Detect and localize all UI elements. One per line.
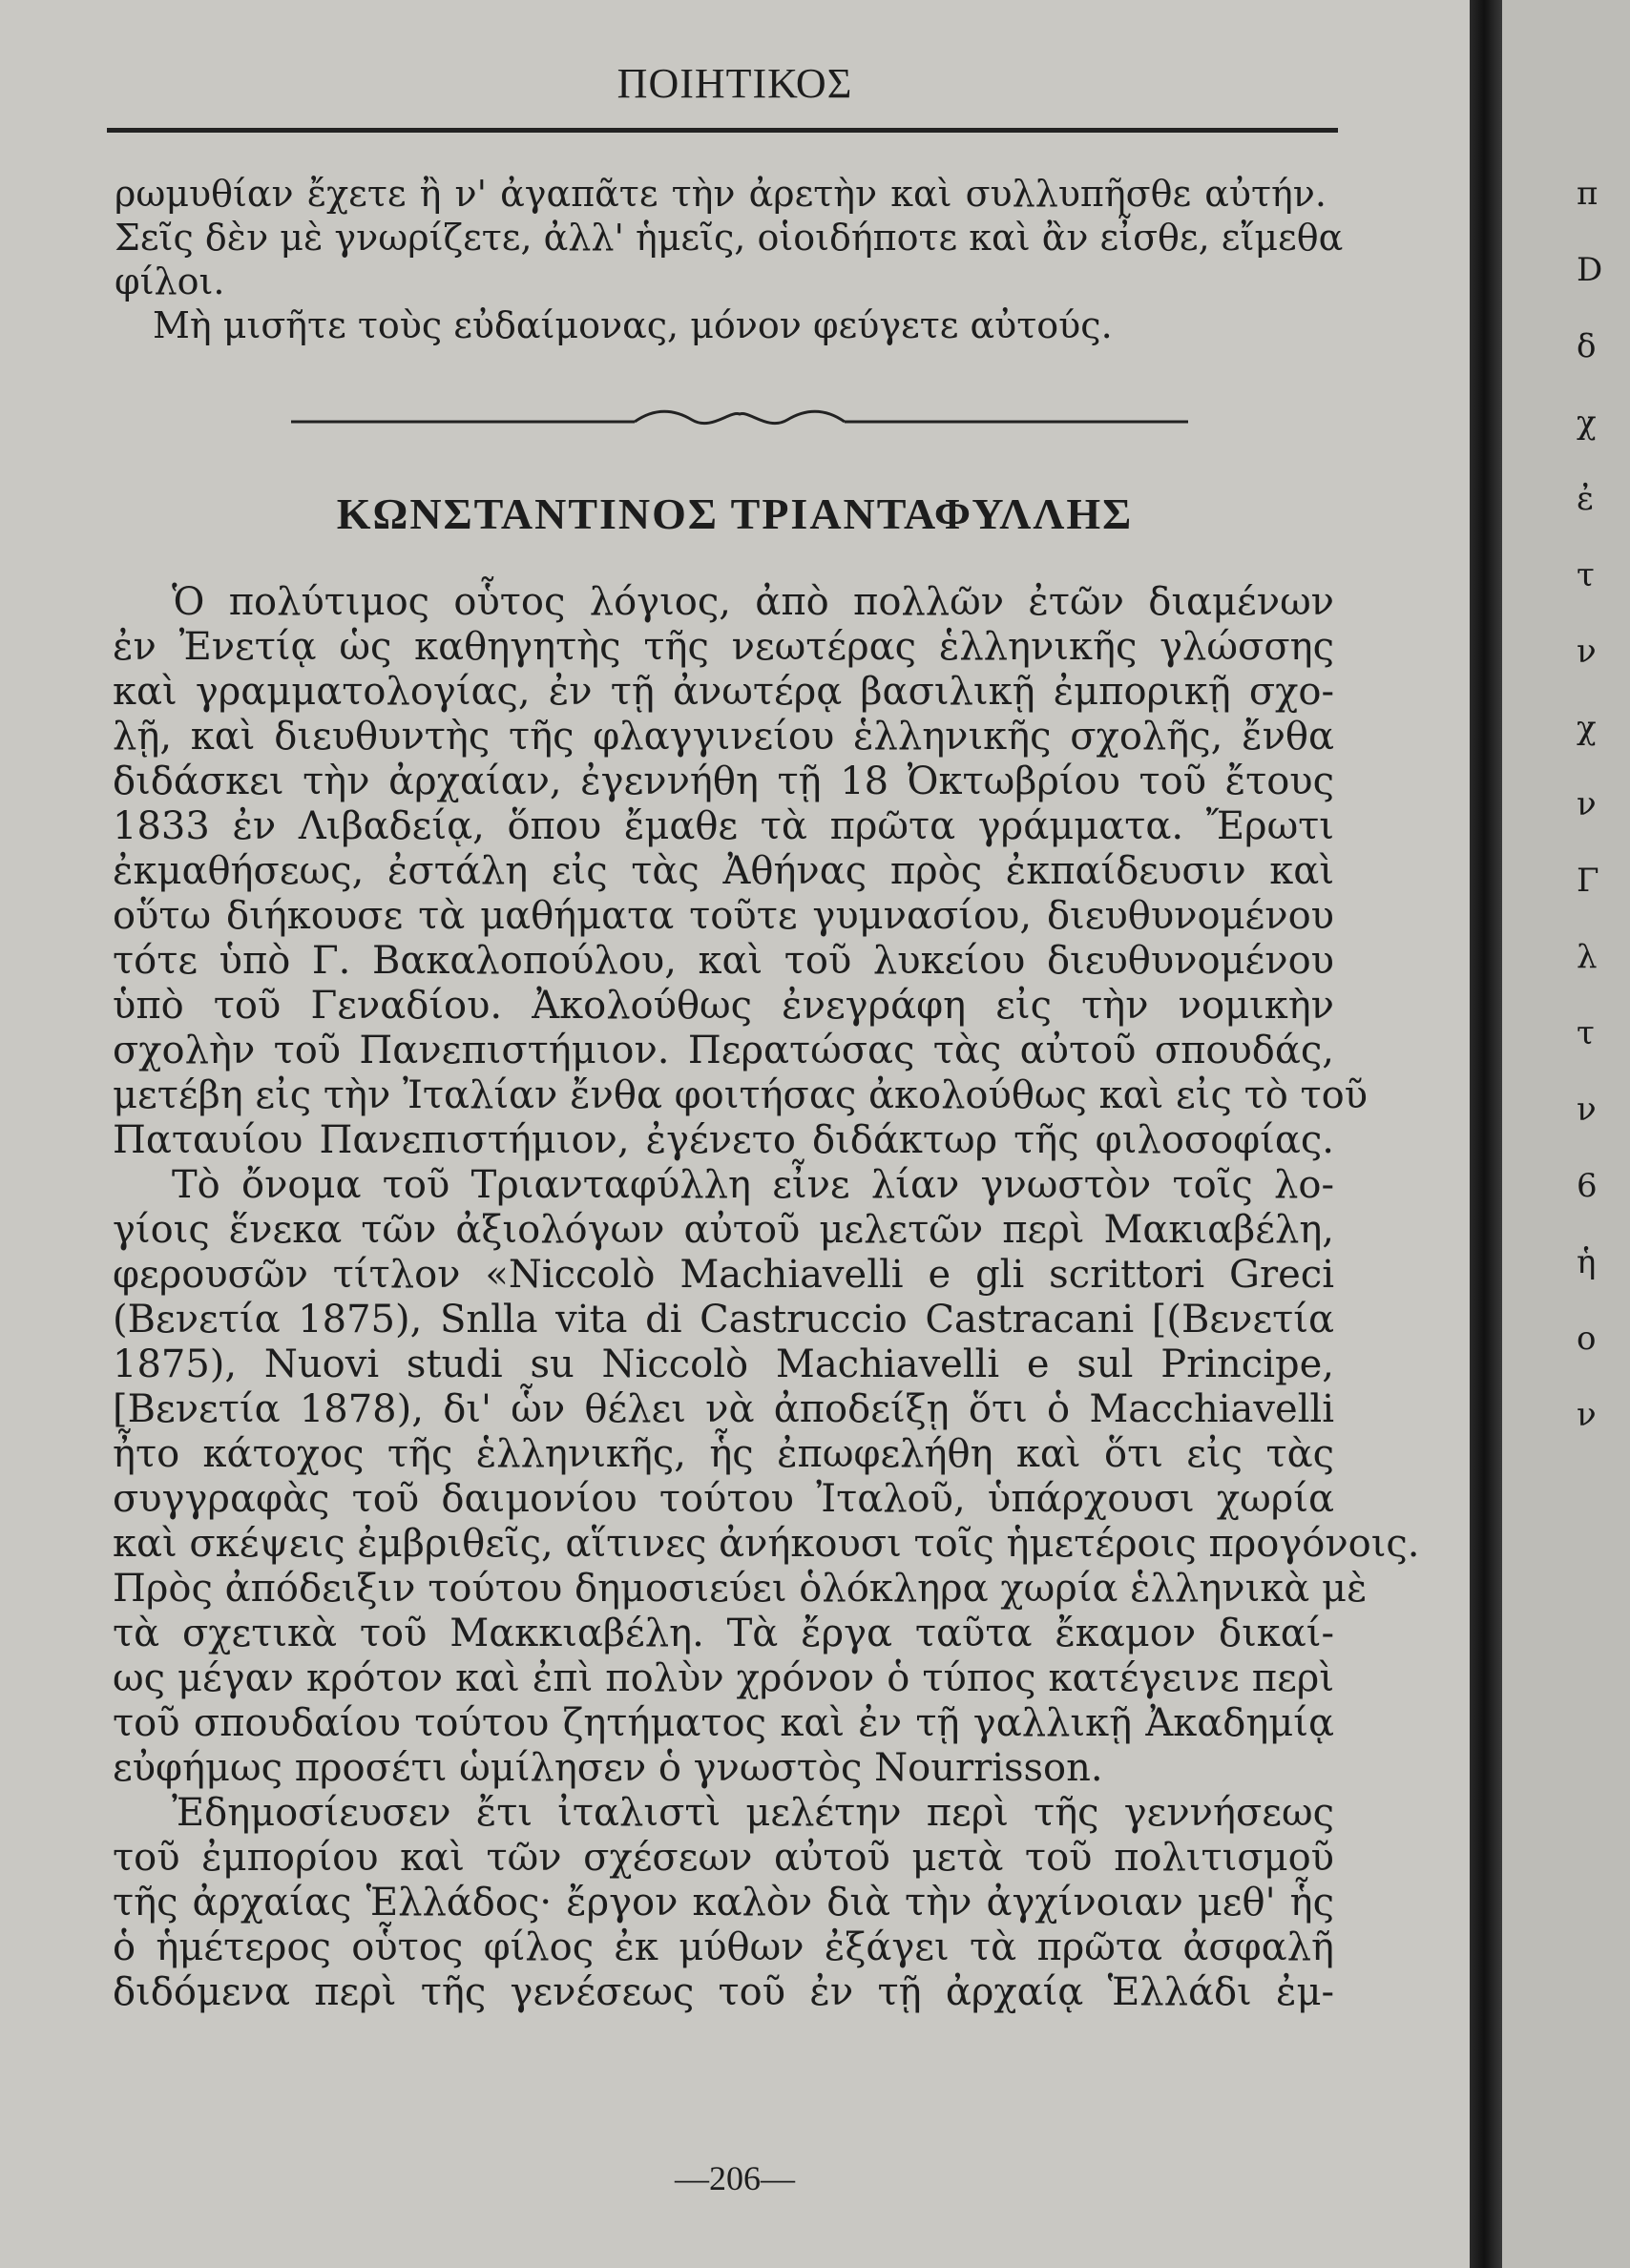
body-line: τοῦ σπουδαίου τούτου ζητήματος καὶ ἐν τῇ γαλλικῇ Ἀκαδημίᾳ <box>113 1701 1334 1745</box>
facing-letter: Γ <box>1577 862 1599 900</box>
body-line: λῇ, καὶ διευθυντὴς τῆς φλαγγινείου ἑλληνικῆς σχολῆς, ἔνθα <box>113 715 1334 759</box>
body-line: ἦτο κάτοχος τῆς ἑλληνικῆς, ἧς ἐπωφελήθη καὶ ὅτι εἰς τὰς <box>113 1432 1334 1476</box>
ornamental-divider <box>291 401 1188 439</box>
epigraph-line: ρωμυθίαν ἔχετε ἢ ν' ἀγαπᾶτε τὴν ἀρετὴν καὶ συλλυπῆσθε αὐτήν. <box>115 173 1327 215</box>
body-line: Τὸ ὄνομα τοῦ Τριανταφύλλη εἶνε λίαν γνωστὸν τοῖς λο- <box>172 1163 1334 1207</box>
facing-letter: τ <box>1577 556 1595 594</box>
facing-letter: ν <box>1577 1091 1597 1129</box>
body-line: σχολὴν τοῦ Πανεπιστήμιον. Περατώσας τὰς αὐτοῦ σπουδάς, <box>113 1029 1334 1072</box>
facing-letter: ο <box>1577 1320 1597 1358</box>
book-gutter <box>1470 0 1502 2268</box>
body-line: [Βενετία 1878), δι' ὧν θέλει νὰ ἀποδείξῃ ὅτι ὁ Macchiavelli <box>113 1387 1334 1431</box>
facing-page-letters <box>1577 172 1624 1469</box>
facing-letter: D <box>1577 251 1603 289</box>
body-line: τῆς ἀρχαίας Ἑλλάδος· ἔργον καλὸν διὰ τὴν ἀγχίνοιαν μεθ' ἧς <box>113 1881 1334 1925</box>
body-line: ὁ ἡμέτερος οὗτος φίλος ἐκ μύθων ἐξάγει τὰ πρῶτα ἀσφαλῆ <box>113 1925 1334 1969</box>
running-header: ΠΟΙΗΤΙΚΟΣ <box>616 60 853 107</box>
body-line: (Βενετία 1875), Snlla vita di Castruccio Castracani [(Βενετία <box>113 1298 1334 1342</box>
body-line: διδόμενα περὶ τῆς γενέσεως τοῦ ἐν τῇ ἀρχαίᾳ Ἑλλάδι ἐμ- <box>113 1970 1334 2014</box>
body-line: ἐκμαθήσεως, ἐστάλη εἰς τὰς Ἀθήνας πρὸς ἐκπαίδευσιν καὶ <box>113 849 1334 893</box>
page-number: —206— <box>675 2159 795 2197</box>
facing-letter: τ <box>1577 1014 1595 1052</box>
body-line: γίοις ἕνεκα τῶν ἀξιολόγων αὐτοῦ μελετῶν περὶ Μακιαβέλη, <box>113 1208 1334 1252</box>
body-line: μετέβη εἰς τὴν Ἰταλίαν ἔνθα φοιτήσας ἀκολούθως καὶ εἰς τὸ τοῦ <box>113 1073 1369 1117</box>
facing-letter: λ <box>1577 938 1598 976</box>
body-line: διδάσκει τὴν ἀρχαίαν, ἐγεννήθη τῇ 18 Ὀκτωβρίου τοῦ ἔτους <box>113 759 1334 803</box>
body-line: 1833 ἐν Λιβαδείᾳ, ὅπου ἔμαθε τὰ πρῶτα γράμματα. Ἔρωτι <box>113 804 1334 848</box>
body-line: ως μέγαν κρότον καὶ ἐπὶ πολὺν χρόνον ὁ τύπος κατέγεινε περὶ <box>113 1656 1334 1700</box>
body-line: καὶ σκέψεις ἐμβριθεῖς, αἵτινες ἀνήκουσι τοῖς ἡμετέροις προγόνοις. <box>113 1522 1420 1566</box>
facing-letter: ἐ <box>1577 480 1595 518</box>
body-line: συγγραφὰς τοῦ δαιμονίου τούτου Ἰταλοῦ, ὑπάρχουσι χωρία <box>113 1477 1334 1521</box>
facing-letter: χ <box>1577 404 1597 442</box>
body-line: φερουσῶν τίτλον «Niccolò Machiavelli e gli scrittori Greci <box>113 1253 1334 1297</box>
body-line: Παταυίου Πανεπιστήμιον, ἐγένετο διδάκτωρ τῆς φιλοσοφίας. <box>113 1118 1334 1162</box>
body-line: Ὁ πολύτιμος οὗτος λόγιος, ἀπὸ πολλῶν ἐτῶν διαμένων <box>172 580 1334 624</box>
body-line: ἐν Ἐνετίᾳ ὡς καθηγητὴς τῆς νεωτέρας ἑλληνικῆς γλώσσης <box>113 625 1334 669</box>
article-body <box>113 580 1420 2015</box>
epigraph-line: φίλοι. <box>115 260 225 302</box>
facing-letter: ν <box>1577 785 1597 823</box>
facing-letter: δ <box>1577 327 1597 365</box>
epigraph-block <box>115 172 1344 347</box>
body-line: τὰ σχετικὰ τοῦ Μακκιαβέλη. Τὰ ἔργα ταῦτα ἔκαμον δικαί- <box>113 1612 1334 1655</box>
body-line: εὐφήμως προσέτι ὡμίλησεν ὁ γνωστὸς Nourrisson. <box>113 1746 1103 1790</box>
body-line: τότε ὑπὸ Γ. Βακαλοπούλου, καὶ τοῦ λυκείου διευθυνομένου <box>113 939 1334 983</box>
facing-letter: ἡ <box>1577 1243 1597 1281</box>
article-title: ΚΩΝΣΤΑΝΤΙΝΟΣ ΤΡΙΑΝΤΑΦΥΛΛΗΣ <box>336 489 1134 538</box>
header-rule <box>107 128 1338 133</box>
facing-letter: π <box>1577 175 1599 213</box>
facing-letter: χ <box>1577 709 1597 747</box>
facing-letter: ν <box>1577 1396 1597 1434</box>
body-line: καὶ γραμματολογίας, ἐν τῇ ἀνωτέρᾳ βασιλικῇ ἐμπορικῇ σχο- <box>113 670 1334 714</box>
body-line: τοῦ ἐμπορίου καὶ τῶν σχέσεων αὐτοῦ μετὰ τοῦ πολιτισμοῦ <box>113 1836 1334 1880</box>
body-line: ὑπὸ τοῦ Γεναδίου. Ἀκολούθως ἐνεγράφη εἰς τὴν νομικὴν <box>113 984 1334 1028</box>
body-line: Πρὸς ἀπόδειξιν τούτου δημοσιεύει ὁλόκληρα χωρία ἑλληνικὰ μὲ <box>113 1567 1368 1611</box>
facing-letter: 6 <box>1577 1167 1598 1205</box>
epigraph-line: Μὴ μισῆτε τοὺς εὐδαίμονας, μόνον φεύγετε αὐτούς. <box>153 304 1113 346</box>
body-line: Ἐδημοσίευσεν ἔτι ἰταλιστὶ μελέτην περὶ τῆς γεννήσεως <box>172 1791 1334 1835</box>
facing-letter: ν <box>1577 633 1597 671</box>
epigraph-line: Σεῖς δὲν μὲ γνωρίζετε, ἀλλ' ἡμεῖς, οἱοιδήποτε καὶ ἂν εἶσθε, εἴμεθα <box>115 217 1344 259</box>
body-line: 1875), Nuovi studi su Niccolò Machiavelli e sul Principe, <box>113 1342 1334 1386</box>
body-line: οὕτω διήκουσε τὰ μαθήματα τοῦτε γυμνασίου, διευθυνομένου <box>113 894 1334 938</box>
